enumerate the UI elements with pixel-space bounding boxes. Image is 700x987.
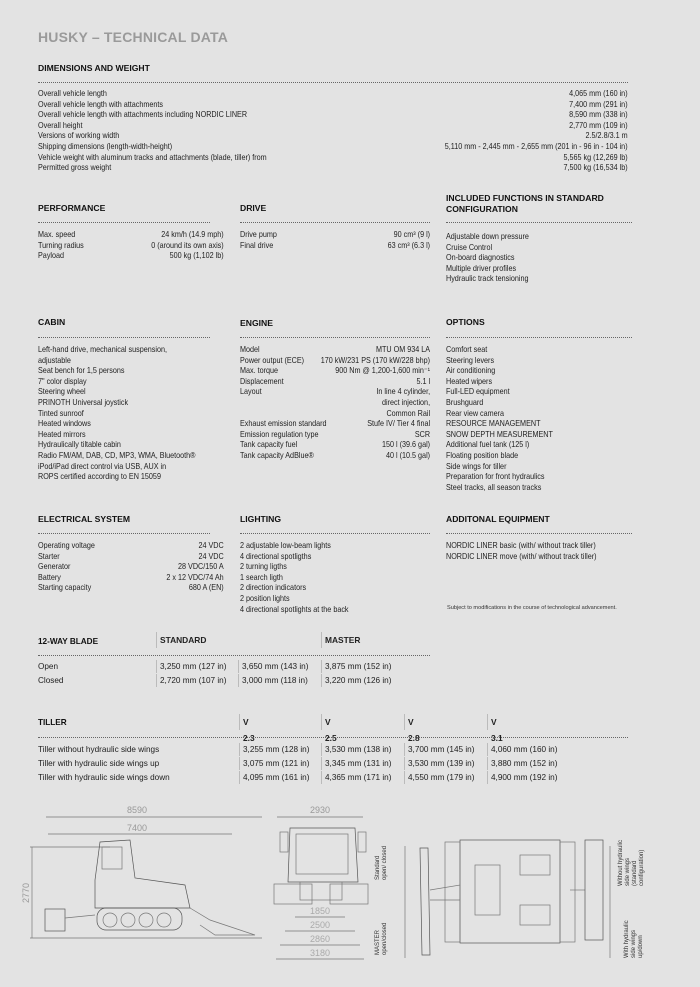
spec-label: Generator bbox=[38, 562, 71, 572]
performance-list bbox=[38, 230, 224, 262]
included-heading: INCLUDED FUNCTIONS IN STANDARD CONFIGURATION bbox=[446, 193, 604, 214]
list-item: 7" color display bbox=[38, 376, 87, 386]
spec-value: 2 x 12 VDC/74 Ah bbox=[166, 572, 224, 582]
spec-value: Stufe IV/ Tier 4 final bbox=[367, 419, 431, 429]
list-item: 4 directional spotligths bbox=[240, 551, 312, 561]
spec-row bbox=[38, 230, 224, 241]
cabin-list bbox=[38, 345, 195, 483]
tiller-col-v31: V 3.1 bbox=[487, 714, 503, 730]
dim-7400: 7400 bbox=[126, 823, 148, 833]
divider bbox=[446, 337, 632, 338]
list-item: RESOURCE MANAGEMENT bbox=[446, 419, 541, 429]
divider bbox=[240, 222, 430, 223]
spec-value: 24 km/h (14.9 mph) bbox=[161, 230, 224, 239]
spec-row bbox=[38, 241, 224, 252]
spec-row bbox=[38, 251, 224, 262]
performance-heading: PERFORMANCE bbox=[38, 203, 106, 213]
blade-col-master: MASTER bbox=[321, 632, 360, 648]
table-row-label: Open bbox=[38, 662, 59, 671]
spec-row bbox=[240, 419, 430, 430]
spec-value: 40 l (10.5 gal) bbox=[386, 450, 431, 460]
spec-row bbox=[38, 100, 628, 111]
label-line: MASTER bbox=[375, 929, 381, 955]
spec-row bbox=[38, 573, 224, 584]
list-item: Rear view camera bbox=[446, 408, 505, 418]
spec-row bbox=[240, 241, 430, 252]
spec-value: 680 A (EN) bbox=[188, 583, 224, 593]
label-line: (standard bbox=[632, 860, 638, 886]
spec-row bbox=[38, 131, 628, 142]
spec-label: Tank capacity fuel bbox=[240, 440, 298, 450]
spec-value: 5,110 mm - 2,445 mm - 2,655 mm (201 in - 96 in - 104 in) bbox=[444, 141, 628, 151]
table-row-label: Tiller with hydraulic side wings down bbox=[38, 773, 170, 782]
spec-value: 900 Nm @ 1,200-1,600 min⁻¹ bbox=[335, 366, 431, 376]
spec-row bbox=[38, 163, 628, 174]
label-line: open/ closed bbox=[382, 845, 388, 880]
label-line: configuration) bbox=[639, 849, 645, 886]
table-cell: 4,900 mm (192 in) bbox=[487, 771, 557, 784]
table-cell: 3,000 mm (118 in) bbox=[238, 674, 308, 687]
table-row-label: Tiller with hydraulic side wings up bbox=[38, 759, 160, 768]
included-list bbox=[446, 232, 529, 285]
label-master-open-closed bbox=[375, 923, 389, 955]
table-cell: 2,720 mm (107 in) bbox=[156, 674, 226, 687]
blade-heading: 12-WAY BLADE bbox=[38, 637, 99, 646]
spec-value: 5.1 l bbox=[416, 376, 431, 386]
electrical-list bbox=[38, 541, 224, 594]
list-item: Floating position blade bbox=[446, 450, 519, 460]
spec-row bbox=[38, 121, 628, 132]
spec-value: 90 cm³ (9 l) bbox=[393, 230, 431, 239]
label-line: With hydraulic bbox=[624, 920, 630, 958]
spec-row bbox=[240, 366, 430, 377]
spec-value: 150 l (39.6 gal) bbox=[382, 440, 431, 450]
technical-drawings bbox=[0, 790, 700, 987]
list-item: Heated mirrors bbox=[38, 429, 86, 439]
divider bbox=[38, 82, 628, 83]
dim-2500: 2500 bbox=[309, 920, 331, 930]
table-cell: 3,530 mm (139 in) bbox=[404, 757, 474, 770]
spec-row bbox=[240, 398, 430, 409]
spec-row bbox=[38, 142, 628, 153]
spec-value: 7,400 mm (291 in) bbox=[569, 99, 628, 109]
label-line: side wings bbox=[631, 929, 637, 958]
side-view-drawing bbox=[21, 805, 262, 938]
list-item: 2 position lights bbox=[240, 593, 290, 603]
dim-1850: 1850 bbox=[309, 906, 331, 916]
spec-label: Starter bbox=[38, 551, 60, 561]
label-standard-open-closed bbox=[375, 846, 389, 880]
divider bbox=[38, 655, 430, 656]
list-item: Steering wheel bbox=[38, 387, 86, 397]
list-item: SNOW DEPTH MEASUREMENT bbox=[446, 429, 553, 439]
divider bbox=[38, 533, 210, 534]
list-item: Seat bench for 1,5 persons bbox=[38, 366, 125, 376]
divider bbox=[240, 337, 430, 338]
table-cell: 3,255 mm (128 in) bbox=[239, 743, 309, 756]
top-view-drawing bbox=[405, 840, 610, 958]
table-row-label: Tiller without hydraulic side wings bbox=[38, 745, 160, 754]
spec-value: 0 (around its own axis) bbox=[151, 240, 224, 250]
list-item: Adjustable down pressure bbox=[446, 232, 529, 241]
table-cell: 3,700 mm (145 in) bbox=[404, 743, 474, 756]
lighting-list bbox=[240, 541, 349, 615]
spec-label: Exhaust emission standard bbox=[240, 419, 327, 429]
list-item: Tinted sunroof bbox=[38, 408, 84, 418]
spec-label: Displacement bbox=[240, 376, 284, 386]
drive-list bbox=[240, 230, 430, 251]
list-item: PRINOTH Universal joystick bbox=[38, 397, 129, 407]
spec-value: 5,565 kg (12,269 lb) bbox=[563, 152, 628, 162]
divider bbox=[446, 533, 632, 534]
spec-value: 170 kW/231 PS (170 kW/228 bhp) bbox=[320, 355, 431, 365]
spec-row bbox=[240, 430, 430, 441]
spec-label: Turning radius bbox=[38, 240, 84, 250]
spec-label: Tank capacity AdBlue® bbox=[240, 450, 314, 460]
table-row-label: Closed bbox=[38, 675, 64, 685]
tiller-col-v23: V 2.3 bbox=[239, 714, 255, 730]
spec-row bbox=[38, 89, 628, 100]
spec-row bbox=[240, 387, 430, 398]
list-item: ROPS certified according to EN 15059 bbox=[38, 472, 161, 482]
list-item: NORDIC LINER basic (with/ without track tiller) bbox=[446, 541, 596, 550]
spec-value: MTU OM 934 LA bbox=[376, 345, 431, 354]
spec-row bbox=[240, 356, 430, 367]
spec-value: 24 VDC bbox=[198, 551, 224, 561]
spec-label: Drive pump bbox=[240, 230, 277, 239]
list-item: Cruise Control bbox=[446, 242, 493, 252]
blade-col-standard: STANDARD bbox=[156, 632, 206, 648]
spec-label: Starting capacity bbox=[38, 583, 92, 593]
table-cell: 4,550 mm (179 in) bbox=[404, 771, 474, 784]
table-cell: 3,345 mm (131 in) bbox=[321, 757, 391, 770]
list-item: Comfort seat bbox=[446, 345, 488, 354]
tiller-heading: TILLER bbox=[38, 718, 67, 727]
table-cell: 3,650 mm (143 in) bbox=[238, 660, 308, 673]
dim-2930: 2930 bbox=[309, 805, 331, 815]
dim-8590: 8590 bbox=[126, 805, 148, 815]
list-item: Preparation for front hydraulics bbox=[446, 472, 545, 482]
engine-heading: ENGINE bbox=[240, 318, 273, 328]
spec-label: Versions of working width bbox=[38, 131, 120, 141]
table-cell: 3,875 mm (152 in) bbox=[321, 660, 391, 673]
spec-value: 2,770 mm (109 in) bbox=[569, 120, 628, 130]
spec-value: 24 VDC bbox=[198, 541, 224, 550]
page-title: HUSKY – TECHNICAL DATA bbox=[38, 29, 229, 45]
spec-label: Power output (ECE) bbox=[240, 355, 305, 365]
lighting-heading: LIGHTING bbox=[240, 514, 282, 524]
tiller-col-v28: V 2.8 bbox=[404, 714, 420, 730]
spec-row bbox=[38, 110, 628, 121]
engine-list bbox=[240, 345, 430, 462]
spec-row bbox=[240, 230, 430, 241]
spec-value: 2.5/2.8/3.1 m bbox=[585, 131, 628, 141]
tiller-col-v25: V 2.5 bbox=[321, 714, 337, 730]
spec-label: Payload bbox=[38, 251, 65, 261]
list-item: 2 direction indicators bbox=[240, 583, 307, 593]
table-cell: 3,530 mm (138 in) bbox=[321, 743, 391, 756]
spec-row bbox=[38, 153, 628, 164]
list-item: 2 turning ligths bbox=[240, 562, 287, 572]
table-cell: 4,095 mm (161 in) bbox=[239, 771, 309, 784]
dim-2770: 2770 bbox=[21, 882, 31, 904]
list-item: Steering levers bbox=[446, 355, 495, 365]
dimensions-heading: DIMENSIONS AND WEIGHT bbox=[38, 63, 150, 73]
spec-label: Layout bbox=[240, 387, 262, 397]
spec-row bbox=[240, 345, 430, 356]
label-line: Standard bbox=[375, 855, 381, 880]
spec-value: 8,590 mm (338 in) bbox=[569, 110, 628, 120]
additional-list bbox=[446, 541, 597, 562]
label-without-hydraulic-side-wings bbox=[618, 840, 646, 886]
spec-label: Permitted gross weight bbox=[38, 163, 112, 173]
spec-label: Max. torque bbox=[240, 366, 279, 376]
spec-value: In line 4 cylinder, bbox=[376, 387, 431, 397]
divider bbox=[38, 737, 628, 738]
spec-label: Overall vehicle length with attachments bbox=[38, 99, 163, 109]
list-item: Brushguard bbox=[446, 397, 484, 407]
list-item: Full-LED equipment bbox=[446, 387, 510, 397]
list-item: Steel tracks, all season tracks bbox=[446, 482, 542, 492]
spec-value: 500 kg (1,102 lb) bbox=[169, 251, 224, 261]
divider bbox=[38, 337, 210, 338]
spec-row bbox=[240, 451, 430, 462]
list-item: Multiple driver profiles bbox=[446, 263, 517, 273]
spec-value: 28 VDC/150 A bbox=[178, 562, 224, 572]
list-item: 4 directional spotlights at the back bbox=[240, 604, 349, 614]
table-cell: 3,220 mm (126 in) bbox=[321, 674, 391, 687]
spec-label: Final drive bbox=[240, 240, 274, 250]
list-item: Left-hand drive, mechanical suspension, bbox=[38, 345, 167, 354]
table-cell: 4,060 mm (160 in) bbox=[487, 743, 557, 756]
list-item: Radio FM/AM, DAB, CD, MP3, WMA, Bluetooth® bbox=[38, 450, 196, 460]
list-item: Heated wipers bbox=[446, 376, 493, 386]
list-item: 1 search ligth bbox=[240, 572, 283, 582]
list-item: Heated windows bbox=[38, 419, 91, 429]
spec-row bbox=[38, 541, 224, 552]
cabin-heading: CABIN bbox=[38, 317, 66, 327]
divider bbox=[240, 533, 430, 534]
divider bbox=[38, 222, 210, 223]
list-item: Hydraulic track tensioning bbox=[446, 274, 529, 284]
list-item: iPod/iPad direct control via USB, AUX in bbox=[38, 461, 167, 471]
dimensions-list bbox=[38, 89, 628, 174]
list-item: Air conditioning bbox=[446, 366, 496, 376]
disclaimer-note: Subject to modifications in the course of technological advancement. bbox=[447, 605, 617, 611]
list-item: adjustable bbox=[38, 355, 71, 365]
spec-row bbox=[240, 409, 430, 420]
spec-value: Common Rail bbox=[386, 408, 431, 418]
spec-label: Battery bbox=[38, 572, 61, 582]
spec-label: Max. speed bbox=[38, 230, 76, 239]
spec-label: Shipping dimensions (length-width-height) bbox=[38, 141, 173, 151]
spec-row bbox=[38, 552, 224, 563]
front-view-drawing bbox=[274, 805, 368, 959]
spec-value: SCR bbox=[414, 429, 431, 439]
spec-row bbox=[38, 583, 224, 594]
spec-label: Operating voltage bbox=[38, 541, 95, 550]
table-cell: 3,880 mm (152 in) bbox=[487, 757, 557, 770]
label-line: side wings bbox=[625, 857, 631, 886]
drive-heading: DRIVE bbox=[240, 203, 267, 213]
list-item: Additional fuel tank (125 l) bbox=[446, 440, 530, 450]
electrical-heading: ELECTRICAL SYSTEM bbox=[38, 514, 130, 524]
additional-heading: ADDITONAL EQUIPMENT bbox=[446, 514, 550, 524]
label-line: Without hydraulic bbox=[618, 839, 624, 886]
divider bbox=[446, 222, 632, 223]
spec-label: Overall height bbox=[38, 120, 83, 130]
table-cell: 3,075 mm (121 in) bbox=[239, 757, 309, 770]
label-with-hydraulic-side-wings bbox=[624, 920, 645, 958]
spec-value: 7,500 kg (16,534 lb) bbox=[563, 163, 628, 173]
table-cell: 3,250 mm (127 in) bbox=[156, 660, 226, 673]
spec-label: Overall vehicle length bbox=[38, 89, 107, 98]
spec-label: Overall vehicle length with attachments including NORDIC LINER bbox=[38, 110, 248, 120]
spec-row bbox=[38, 562, 224, 573]
list-item: Hydraulically tiltable cabin bbox=[38, 440, 121, 450]
spec-value: direct injection, bbox=[382, 397, 431, 407]
spec-value: 4,065 mm (160 in) bbox=[569, 89, 628, 98]
spec-row bbox=[240, 440, 430, 451]
spec-label: Model bbox=[240, 345, 260, 354]
label-line: open/closed bbox=[382, 922, 388, 955]
options-heading: OPTIONS bbox=[446, 317, 485, 327]
dim-2860: 2860 bbox=[309, 934, 331, 944]
spec-value: 63 cm³ (6.3 l) bbox=[387, 240, 431, 250]
list-item: On-board diagnostics bbox=[446, 253, 515, 263]
list-item: NORDIC LINER move (with/ without track tiller) bbox=[446, 551, 597, 561]
table-cell: 4,365 mm (171 in) bbox=[321, 771, 391, 784]
spec-label: Emission regulation type bbox=[240, 429, 319, 439]
dim-3180: 3180 bbox=[309, 948, 331, 958]
spec-row bbox=[240, 377, 430, 388]
spec-label: Vehicle weight with aluminum tracks and attachments (blade, tiller) from bbox=[38, 152, 267, 162]
options-list bbox=[446, 345, 553, 493]
list-item: 2 adjustable low-beam lights bbox=[240, 541, 331, 550]
label-line: up/down bbox=[638, 935, 644, 958]
list-item: Side wings for tiller bbox=[446, 461, 507, 471]
